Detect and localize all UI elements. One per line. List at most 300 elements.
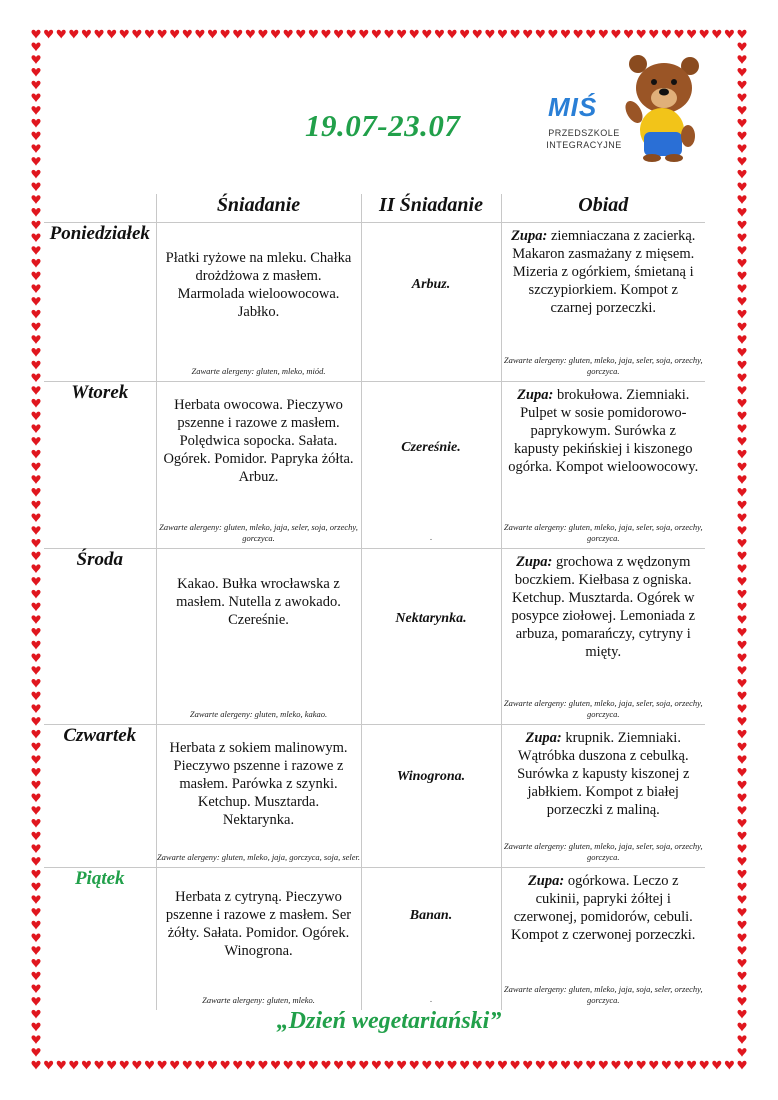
heart-icon [574, 30, 583, 39]
heart-icon [410, 1061, 419, 1070]
heart-icon [586, 1061, 595, 1070]
day-name [44, 382, 156, 549]
heart-icon [737, 412, 746, 421]
heart-icon [737, 246, 746, 255]
heart-icon [195, 1061, 204, 1070]
heart-icon [31, 819, 40, 828]
heart-icon [725, 30, 734, 39]
heart-icon [737, 68, 746, 77]
heart-icon [637, 30, 646, 39]
heart-icon [737, 132, 746, 141]
heart-icon [246, 30, 255, 39]
heart-icon [31, 832, 40, 841]
heart-icon [31, 870, 40, 879]
heart-icon [31, 959, 40, 968]
heart-icon [31, 386, 40, 395]
heart-icon [737, 972, 746, 981]
heart-icon [309, 1061, 318, 1070]
heart-icon [561, 30, 570, 39]
heart-icon [523, 1061, 532, 1070]
day-row [44, 223, 705, 382]
heart-icon [31, 323, 40, 332]
heart-icon [737, 81, 746, 90]
heart-icon [460, 1061, 469, 1070]
heart-icon [31, 348, 40, 357]
heart-icon [233, 1061, 242, 1070]
second-breakfast-cell [361, 725, 501, 868]
breakfast-text: Kakao. Bułka wrocławska z masłem. Nutella z awokado. Czereśnie. [176, 576, 341, 628]
heart-icon [473, 1061, 482, 1070]
heart-icon [31, 132, 40, 141]
heart-icon [548, 30, 557, 39]
heart-icon [233, 30, 242, 39]
heart-icon [737, 208, 746, 217]
heart-icon [422, 30, 431, 39]
heart-icon [737, 399, 746, 408]
day-name [44, 549, 156, 725]
soup-label: Zupa: [527, 873, 565, 889]
heart-icon [334, 30, 343, 39]
heart-icon [737, 946, 746, 955]
breakfast-cell [156, 868, 361, 1011]
heart-icon [737, 768, 746, 777]
lunch-text [502, 223, 706, 317]
heart-icon [31, 335, 40, 344]
heart-icon [31, 743, 40, 752]
heart-icon [397, 30, 406, 39]
heart-icon [737, 475, 746, 484]
heart-icon [31, 654, 40, 663]
logo [540, 52, 700, 162]
heart-icon [107, 1061, 116, 1070]
lunch-description: ziemniaczana z zacierką. Makaron zasmażany z mięsem. Mizeria z ogórkiem, śmietaną i szczypiorkiem. Kompot z czarnej porzeczki. [512, 228, 696, 316]
heart-icon [511, 30, 520, 39]
heart-icon [737, 921, 746, 930]
corner-cell [44, 194, 156, 223]
heart-icon [246, 1061, 255, 1070]
heart-icon [548, 1061, 557, 1070]
breakfast-allergens: Zawarte alergeny: gluten, mleko, kakao. [189, 709, 328, 719]
heart-icon [69, 30, 78, 39]
lunch-cell [501, 223, 705, 382]
heart-icon [31, 81, 40, 90]
heart-icon [145, 1061, 154, 1070]
heart-icon [737, 183, 746, 192]
heart-icon [31, 730, 40, 739]
heart-icon [498, 30, 507, 39]
heart-icon [737, 297, 746, 306]
heart-icon [674, 30, 683, 39]
logo-line2: INTEGRACYJNE [546, 140, 622, 150]
heart-icon [737, 30, 746, 39]
heart-icon [158, 1061, 167, 1070]
heart-icon [737, 157, 746, 166]
heart-icon [31, 590, 40, 599]
heart-icon [258, 30, 267, 39]
heart-icon [31, 794, 40, 803]
menu-table [44, 194, 705, 1010]
day-row [44, 549, 705, 725]
heart-icon [31, 183, 40, 192]
header-second-breakfast: II Śniadanie [361, 194, 501, 223]
heart-icon [31, 310, 40, 319]
lunch-text [502, 868, 706, 944]
lunch-cell [501, 382, 705, 549]
heart-icon [737, 373, 746, 382]
heart-icon [737, 463, 746, 472]
heart-icon [737, 564, 746, 573]
breakfast-allergens: Zawarte alergeny: gluten, mleko, jaja, seler, soja, orzechy, gorczyca. [159, 522, 358, 543]
heart-icon [31, 361, 40, 370]
heart-icon [435, 1061, 444, 1070]
heart-icon [372, 30, 381, 39]
heart-icon [447, 30, 456, 39]
second-breakfast-cell [361, 382, 501, 549]
lunch-cell [501, 549, 705, 725]
second-breakfast-cell [361, 549, 501, 725]
soup-label: Zupa: [517, 387, 554, 403]
heart-icon [737, 106, 746, 115]
heart-icon [737, 437, 746, 446]
logo-name: MIŚ [548, 92, 598, 122]
heart-icon [31, 106, 40, 115]
heart-icon [737, 1048, 746, 1057]
heart-icon [309, 30, 318, 39]
heart-icon [31, 755, 40, 764]
heart-icon [31, 641, 40, 650]
heart-icon [31, 30, 40, 39]
heart-icon [296, 1061, 305, 1070]
heart-icon [737, 934, 746, 943]
day-row [44, 725, 705, 868]
heart-icon [737, 144, 746, 153]
heart-icon [737, 513, 746, 522]
heart-icon [31, 972, 40, 981]
header-breakfast: Śniadanie [156, 194, 361, 223]
breakfast-text: Płatki ryżowe na mleku. Chałka drożdżowa z masłem. Marmolada wieloowocowa. Jabłko. [165, 250, 352, 320]
heart-icon [31, 297, 40, 306]
heart-icon [737, 119, 746, 128]
heart-icon [737, 539, 746, 548]
heart-icon [737, 908, 746, 917]
heart-icon [31, 806, 40, 815]
heart-icon [31, 475, 40, 484]
breakfast-allergens: Zawarte alergeny: gluten, mleko. [202, 995, 315, 1005]
heart-icon [611, 30, 620, 39]
day-name [44, 223, 156, 382]
heart-icon [31, 934, 40, 943]
heart-icon [700, 1061, 709, 1070]
heart-icon [662, 1061, 671, 1070]
lunch-allergens: Zawarte alergeny: gluten, mleko, jaja, seler, soja, orzechy, gorczyca. [503, 841, 703, 862]
heart-icon [31, 412, 40, 421]
heart-icon [372, 1061, 381, 1070]
second-breakfast-text: Czereśnie. [401, 440, 461, 455]
heart-icon [31, 666, 40, 675]
heart-icon [737, 781, 746, 790]
heart-icon [31, 93, 40, 102]
heart-icon [737, 221, 746, 230]
heart-icon [195, 30, 204, 39]
heart-icon [737, 272, 746, 281]
heart-icon [737, 93, 746, 102]
heart-icon [208, 30, 217, 39]
heart-icon [31, 463, 40, 472]
heart-icon [31, 908, 40, 917]
heart-icon [31, 157, 40, 166]
lunch-cell [501, 725, 705, 868]
breakfast-text: Herbata owocowa. Pieczywo pszenne i razowe z masłem. Polędwica sopocka. Sałata. Ogórek. Pomidor. Papryka żółta. Arbuz. [163, 397, 354, 485]
breakfast-allergens: Zawarte alergeny: gluten, mleko, miód. [191, 366, 326, 376]
heart-icon [737, 679, 746, 688]
heart-icon [674, 1061, 683, 1070]
heart-icon [662, 30, 671, 39]
heart-icon [31, 997, 40, 1006]
heart-icon [107, 30, 116, 39]
heart-icon [94, 30, 103, 39]
heart-icon [31, 717, 40, 726]
heart-icon [31, 628, 40, 637]
heart-icon [31, 1035, 40, 1044]
heart-icon [485, 30, 494, 39]
heart-icon [284, 30, 293, 39]
heart-icon [737, 755, 746, 764]
heart-icon [737, 806, 746, 815]
heart-icon [712, 1061, 721, 1070]
heart-icon [410, 30, 419, 39]
heart-icon [737, 692, 746, 701]
heart-icon [31, 895, 40, 904]
day-label: Środa [76, 549, 123, 570]
heart-icon [737, 424, 746, 433]
heart-icon [649, 1061, 658, 1070]
heart-icon [296, 30, 305, 39]
heart-icon [31, 526, 40, 535]
heart-icon [737, 590, 746, 599]
heart-icon [31, 233, 40, 242]
heart-icon [31, 246, 40, 255]
heart-icon [435, 30, 444, 39]
second-breakfast-text: Arbuz. [411, 277, 451, 292]
lunch-allergens: Zawarte alergeny: gluten, mleko, jaja, seler, soja, orzechy, gorczyca. [503, 698, 703, 719]
heart-icon [737, 348, 746, 357]
heart-icon [321, 1061, 330, 1070]
heart-icon [561, 1061, 570, 1070]
heart-icon [737, 488, 746, 497]
lunch-allergens: Zawarte alergeny: gluten, mleko, jaja, seler, soja, orzechy, gorczyca. [503, 522, 703, 543]
heart-icon [737, 628, 746, 637]
heart-icon [31, 1061, 40, 1070]
heart-icon [31, 603, 40, 612]
heart-icon [31, 781, 40, 790]
heart-icon [183, 1061, 192, 1070]
heart-icon [120, 30, 129, 39]
heart-icon [31, 883, 40, 892]
heart-icon [737, 577, 746, 586]
heart-icon [586, 30, 595, 39]
heart-icon [31, 552, 40, 561]
heart-icon [737, 1035, 746, 1044]
heart-icon [737, 55, 746, 64]
heart-icon [321, 30, 330, 39]
heart-icon [132, 1061, 141, 1070]
heart-icon [624, 1061, 633, 1070]
heart-icon [44, 1061, 53, 1070]
heart-icon [31, 373, 40, 382]
heart-icon [384, 1061, 393, 1070]
heart-icon [271, 1061, 280, 1070]
heart-icon [57, 1061, 66, 1070]
lunch-description: ogórkowa. Leczo z cukinii, papryki żółtej i czerwonej, pomidorów, cebuli. Kompot z czerwonej porzeczki. [511, 873, 696, 943]
heart-icon [145, 30, 154, 39]
heart-icon [737, 895, 746, 904]
heart-icon [31, 679, 40, 688]
heart-icon [485, 1061, 494, 1070]
heart-icon [359, 30, 368, 39]
heart-icon [69, 1061, 78, 1070]
breakfast-cell [156, 549, 361, 725]
footer-note: „Dzień wegetariański” [276, 1008, 502, 1034]
heart-icon [737, 259, 746, 268]
heart-icon [737, 794, 746, 803]
header-lunch: Obiad [501, 194, 705, 223]
breakfast-cell [156, 382, 361, 549]
heart-icon [258, 1061, 267, 1070]
heart-icon [737, 857, 746, 866]
day-label: Wtorek [71, 382, 129, 403]
heart-icon [347, 1061, 356, 1070]
heart-icon [498, 1061, 507, 1070]
lunch-allergens: Zawarte alergeny: gluten, mleko, jaja, seler, soja, orzechy, gorczyca. [503, 355, 703, 376]
heart-icon [737, 984, 746, 993]
heart-icon [347, 30, 356, 39]
heart-icon [31, 284, 40, 293]
heart-icon [359, 1061, 368, 1070]
heart-icon [221, 1061, 230, 1070]
heart-icon [170, 1061, 179, 1070]
day-label: Czwartek [63, 725, 137, 746]
heart-icon [737, 361, 746, 370]
heart-icon [31, 424, 40, 433]
logo-subtitle [540, 127, 628, 151]
heart-icon [31, 564, 40, 573]
heart-icon [31, 450, 40, 459]
heart-icon [737, 170, 746, 179]
heart-icon [31, 399, 40, 408]
heart-icon [536, 1061, 545, 1070]
breakfast-text: Herbata z cytryną. Pieczywo pszenne i razowe z masłem. Ser żółty. Sałata. Pomidor. Ogórek. Winogrona. [165, 889, 352, 959]
heart-icon [31, 195, 40, 204]
heart-icon [737, 730, 746, 739]
heart-icon [31, 984, 40, 993]
breakfast-cell [156, 725, 361, 868]
heart-icon [737, 819, 746, 828]
heart-icon [737, 386, 746, 395]
heart-icon [221, 30, 230, 39]
heart-icon [384, 30, 393, 39]
breakfast-cell [156, 223, 361, 382]
heart-icon [31, 857, 40, 866]
heart-icon [31, 539, 40, 548]
second-breakfast-cell [361, 223, 501, 382]
heart-icon [31, 1048, 40, 1057]
heart-icon [31, 768, 40, 777]
second-breakfast-allergens: . [429, 532, 433, 542]
second-breakfast-text: Winogrona. [396, 769, 466, 784]
heart-icon [31, 513, 40, 522]
heart-icon [82, 1061, 91, 1070]
heart-icon [649, 30, 658, 39]
second-breakfast-allergens: . [429, 994, 433, 1004]
heart-icon [687, 1061, 696, 1070]
heart-icon [574, 1061, 583, 1070]
heart-icon [737, 959, 746, 968]
day-label: Piątek [74, 868, 125, 889]
heart-icon [132, 30, 141, 39]
heart-icon [31, 208, 40, 217]
heart-icon [737, 870, 746, 879]
heart-icon [31, 501, 40, 510]
heart-icon [31, 437, 40, 446]
heart-icon [31, 68, 40, 77]
heart-icon [183, 30, 192, 39]
heart-icon [31, 946, 40, 955]
heart-icon [624, 30, 633, 39]
heart-icon [31, 144, 40, 153]
heart-icon [31, 615, 40, 624]
heart-icon [170, 30, 179, 39]
heart-icon [737, 284, 746, 293]
heart-icon [737, 743, 746, 752]
heart-icon [447, 1061, 456, 1070]
heart-icon [460, 30, 469, 39]
heart-icon [473, 30, 482, 39]
lunch-description: krupnik. Ziemniaki. Wątróbka duszona z cebulką. Surówka z kapusty kiszonej z jabłkiem. Kompot z białej porzeczki z maliną. [517, 730, 690, 818]
heart-icon [737, 704, 746, 713]
heart-icon [523, 30, 532, 39]
soup-label: Zupa: [511, 228, 548, 244]
heart-icon [737, 195, 746, 204]
heart-icon [334, 1061, 343, 1070]
heart-icon [737, 552, 746, 561]
lunch-text [502, 725, 706, 819]
heart-icon [737, 844, 746, 853]
heart-icon [31, 272, 40, 281]
breakfast-allergens: Zawarte alergeny: gluten, mleko, jaja, gorczyca, soja, seler. [156, 852, 361, 862]
heart-icon [82, 30, 91, 39]
logo-line1: PRZEDSZKOLE [548, 128, 620, 138]
heart-icon [422, 1061, 431, 1070]
page-title: 19.07-23.07 [305, 108, 461, 143]
heart-icon [737, 335, 746, 344]
day-name [44, 725, 156, 868]
heart-icon [120, 1061, 129, 1070]
heart-icon [737, 832, 746, 841]
soup-label: Zupa: [525, 730, 562, 746]
day-row [44, 868, 705, 1011]
day-label: Poniedziałek [49, 223, 150, 244]
heart-icon [31, 844, 40, 853]
heart-icon [44, 30, 53, 39]
heart-icon [31, 43, 40, 52]
heart-icon [737, 310, 746, 319]
heart-icon [611, 1061, 620, 1070]
heart-icon [31, 921, 40, 930]
heart-icon [737, 654, 746, 663]
lunch-cell [501, 868, 705, 1011]
heart-icon [511, 1061, 520, 1070]
lunch-text [502, 549, 706, 661]
